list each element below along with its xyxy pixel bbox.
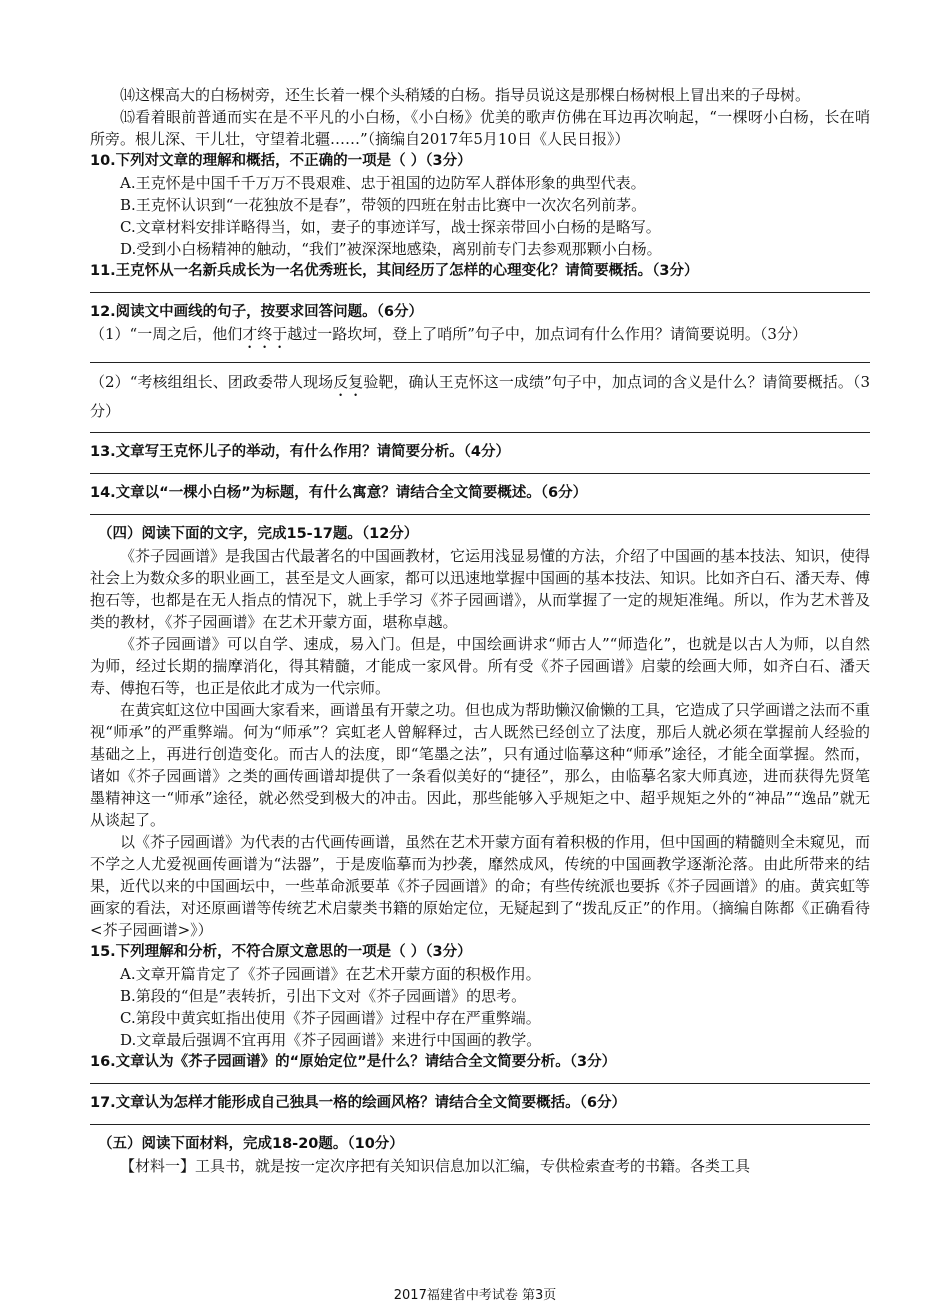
answer-line[interactable] <box>90 1114 870 1125</box>
answer-line[interactable] <box>90 282 870 293</box>
passage-paragraph: 以《芥子园画谱》为代表的古代画传画谱，虽然在艺术开蒙方面有着积极的作用，但中国画的精髓则全未窥见，而不学之人尤爱视画传画谱为“法器”，于是废临摹而为抄袭，靡然成风，传统的中国画教学逐渐沦落。由此所带来的结果，近代以来的中国画坛中，一些革命派要革《芥子园画谱》的命；有些传统派也要拆《芥子园画谱》的庙。黄宾虹等画家的看法，对还原画谱等传统艺术启蒙类书籍的原始定位，无疑起到了“拨乱反正”的作用。（摘编自陈都《正确看待<芥子园画谱>》） <box>90 833 871 939</box>
q15-option-a: A.文章开篇肯定了《芥子园画谱》在艺术开蒙方面的积极作用。 <box>120 965 541 983</box>
q12-s1-post: 越过一路坎坷，登上了哨所”句子中，加点词有什么作用？请简要说明。（3分） <box>287 325 807 343</box>
q12-s1-pre: （1）“一周之后，他们 <box>90 325 243 343</box>
passage-paragraph: 《芥子园画谱》可以自学、速成，易入门。但是，中国绘画讲求“师古人”“师造化”，也就是以古人为师，以自然为师，经过长期的揣摩消化，得其精髓，才能成一家风骨。所有受《芥子园画谱》启蒙的绘画大师，如齐白石、潘天寿、傅抱石等，也正是依此才成为一代宗师。 <box>90 635 870 697</box>
q10-option-c: C.文章材料安排详略得当，如，妻子的事迹详写，战士探亲带回小白杨的是略写。 <box>120 218 661 236</box>
question-12-part-2 <box>90 371 870 422</box>
question-12: 12.阅读文中画线的句子，按要求回答问题。（6分） <box>90 304 424 320</box>
answer-line[interactable] <box>90 422 870 433</box>
exam-page <box>90 84 870 1177</box>
question-13: 13.文章写王克怀儿子的举动，有什么作用？请简要分析。（4分） <box>90 444 511 460</box>
q12-s2-dotted-word: 反复 <box>333 373 364 391</box>
q15-option-d: D.文章最后强调不宜再用《芥子园画谱》来进行中国画的教学。 <box>120 1031 542 1049</box>
q15-option-b: B.第段的“但是”表转折，引出下文对《芥子园画谱》的思考。 <box>120 987 527 1005</box>
page-footer: 2017福建省中考试卷 第3页 <box>393 1288 557 1303</box>
question-12-part-1 <box>90 323 870 352</box>
paragraph-14: ⒁这棵高大的白杨树旁，还生长着一棵个头稍矮的白杨。指导员说这是那棵白杨树根上冒出来的子母树。 <box>120 86 811 104</box>
q12-s2-pre: （2）“考核组组长、团政委带人现场 <box>90 373 334 391</box>
answer-line[interactable] <box>90 1073 870 1084</box>
answer-line[interactable] <box>90 463 870 474</box>
passage-paragraph: 《芥子园画谱》是我国古代最著名的中国画教材，它运用浅显易懂的方法，介绍了中国画的基本技法、知识，使得社会上为数众多的职业画工，甚至是文人画家，都可以迅速地掌握中国画的基本技法、知识。比如齐白石、潘天寿、傅抱石等，也都是在无人指点的情况下，就上手学习《芥子园画谱》，从而掌握了一定的规矩准绳。所以，作为艺术普及类的教材，《芥子园画谱》在艺术开蒙方面，堪称卓越。 <box>90 547 871 631</box>
q12-s2-post: 验靶，确认王克怀这一成绩”句子中，加点词的含义是什么？请简要概括。（3分） <box>90 373 870 420</box>
passage-paragraph: 在黄宾虹这位中国画大家看来，画谱虽有开蒙之功。但也成为帮助懒汉偷懒的工具，它造成了只学画谱之法而不重视“师承”的严重弊端。何为“师承”？宾虹老人曾解释过，古人既然已经创立了法度，那后人就必须在掌握前人经验的基础之上，再进行创造变化。而古人的法度，即“笔墨之法”，只有通过临摹这种“师承”途径，才能全面掌握。然而，诸如《芥子园画谱》之类的画传画谱却提供了一条看似美好的“捷径”，那么，由临摹名家大师真迹，进而获得先贤笔墨精神这一“师承”途径，就必然受到极大的冲击。因此，那些能够入乎规矩之中、超乎规矩之外的“神品”“逸品”就无从谈起了。 <box>90 701 871 829</box>
q10-option-b: B.王克怀认识到“一花独放不是春”，带领的四班在射击比赛中一次次名列前茅。 <box>120 196 647 214</box>
q10-option-d: D.受到小白杨精神的触动，“我们”被深深地感染，离别前专门去参观那颗小白杨。 <box>120 240 662 258</box>
q15-option-c: C.第段中黄宾虹指出使用《芥子园画谱》过程中存在严重弊端。 <box>120 1009 541 1027</box>
q12-s1-dotted-word: 才终于 <box>242 325 288 343</box>
question-11: 11.王克怀从一名新兵成长为一名优秀班长，其间经历了怎样的心理变化？请简要概括。（3分） <box>90 263 699 279</box>
paragraph-15: ⒂看着眼前普通而实在是不平凡的小白杨，《小白杨》优美的歌声仿佛在耳边再次响起，“一棵呀小白杨，长在哨所旁。根儿深、干儿壮，守望着北疆……”（摘编自2017年5月10日《人民日报》） <box>90 108 870 148</box>
question-16: 16.文章认为《芥子园画谱》的“原始定位”是什么？请结合全文简要分析。（3分） <box>90 1054 617 1070</box>
question-14: 14.文章以“一棵小白杨”为标题，有什么寓意？请结合全文简要概述。（6分） <box>90 485 588 501</box>
answer-line[interactable] <box>90 504 870 515</box>
question-15: 15.下列理解和分析，不符合原文意思的一项是（ ）（3分） <box>90 944 472 960</box>
question-10: 10.下列对文章的理解和概括，不正确的一项是（ ）（3分） <box>90 153 472 169</box>
question-17: 17.文章认为怎样才能形成自己独具一格的绘画风格？请结合全文简要概括。（6分） <box>90 1095 627 1111</box>
section-4-heading: （四）阅读下面的文字，完成15-17题。（12分） <box>98 526 419 542</box>
section-5-heading: （五）阅读下面材料，完成18-20题。（10分） <box>98 1136 404 1152</box>
q10-option-a: A.王克怀是中国千千万万不畏艰难、忠于祖国的边防军人群体形象的典型代表。 <box>120 174 646 192</box>
material-1-paragraph: 【材料一】工具书，就是按一定次序把有关知识信息加以汇编，专供检索查考的书籍。各类工具 <box>120 1157 751 1175</box>
answer-line[interactable] <box>90 352 870 363</box>
